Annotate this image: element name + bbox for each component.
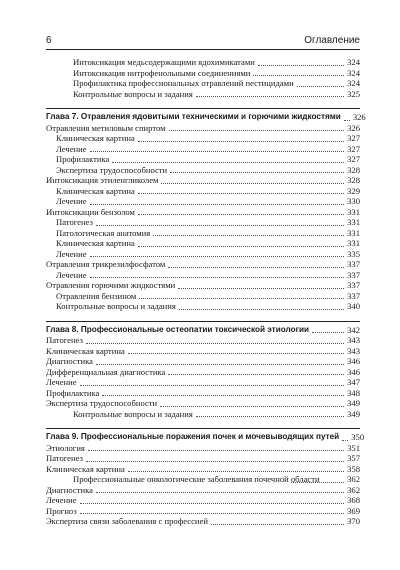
toc-entry[interactable] [46,346,360,357]
entry-title: Патогенез [56,217,93,227]
entry-title: Интоксикация медьсодержащими ядохимикатами [73,57,255,67]
leader-dots [80,513,344,514]
entry-page: 331 [347,206,360,217]
entry-title: Клиническая картина [56,185,135,196]
toc-entry[interactable] [46,57,360,68]
chapter-title: Глава 8. Профессиональные остеопатии токсической этиологии [46,324,310,334]
entry-page: 362 [347,484,360,495]
toc-entry[interactable] [46,377,360,388]
entry-title: Клиническая картина [46,463,125,474]
entry-page: 368 [347,495,360,505]
entry-title: Клиническая картина [56,133,135,143]
leader-dots [90,151,345,152]
toc-entry[interactable] [46,196,360,207]
leader-dots [88,450,344,451]
entry-title: Профилактика [46,387,100,398]
toc-entry[interactable] [46,335,360,346]
leader-dots [153,235,344,236]
entry-page: 328 [347,164,360,175]
entry-page: 327 [347,133,360,143]
leader-dots [138,193,344,194]
entry-page: 331 [347,238,360,248]
leader-dots [253,75,344,76]
toc-entry[interactable] [46,409,360,420]
toc-entry[interactable] [46,165,360,176]
toc-entry[interactable] [46,175,360,186]
entry-page: 328 [347,175,360,185]
leader-dots [169,130,345,131]
entry-page: 346 [347,366,360,377]
page-number: 6 [46,35,52,46]
entry-title: Контрольные вопросы и задания [73,408,193,419]
entry-page: 337 [347,259,360,269]
entry-page: 324 [347,67,360,78]
entry-title: Экспертиза трудоспособности [56,164,168,175]
leader-dots [168,374,344,375]
entry-page: 337 [347,280,360,290]
leader-dots [168,267,344,268]
leader-dots [112,162,344,163]
toc-entry[interactable] [46,217,360,228]
entry-page: 346 [347,356,360,366]
leader-dots [170,172,344,173]
entry-title: Профилактика профессиональных отравлений пестицидами [73,78,294,88]
toc-entry[interactable] [46,474,360,485]
toc-entry[interactable] [46,78,360,89]
entry-page: 326 [347,122,360,133]
entry-title: Этиология [46,442,85,453]
entry-page: 337 [347,269,360,280]
toc-entry[interactable] [46,388,360,399]
toc-entry[interactable] [46,238,360,249]
leader-dots [342,440,348,441]
leader-dots [90,204,345,205]
entry-title: Патогенез [46,335,83,345]
entry-page: 349 [347,408,360,419]
entry-page: 327 [347,154,360,164]
leader-dots [179,309,344,310]
toc-section [46,428,365,527]
toc-section [46,57,360,99]
entry-page: 357 [347,453,360,463]
leader-dots [291,482,344,483]
leader-dots [138,214,344,215]
entry-page: 343 [347,335,360,345]
entry-page: 348 [347,387,360,398]
entry-page: 351 [347,442,360,453]
entry-title: Клиническая картина [46,345,125,356]
entry-title: Прогноз [46,505,77,516]
entry-title: Диагностика [46,484,93,495]
toc-entry[interactable] [46,443,360,454]
toc-entry[interactable] [46,259,360,270]
toc-entry[interactable] [46,228,360,239]
entry-page: 327 [347,143,360,154]
entry-title: Лечение [56,143,87,154]
entry-page: 329 [347,185,360,196]
entry-page: 324 [347,57,360,67]
running-title: Оглавление [304,35,360,46]
header-rule [46,49,360,50]
entry-title: Дифференциальная диагностика [46,366,166,377]
entry-title: Лечение [46,377,77,387]
entry-page: 369 [347,505,360,516]
toc-entry[interactable] [46,398,360,409]
entry-title: Экспертиза трудоспособности [46,398,158,408]
entry-title: Профилактика [56,154,110,164]
entry-page: 340 [347,301,360,311]
toc-entry[interactable] [46,186,360,197]
leader-dots [160,406,344,407]
toc-entry[interactable] [46,123,360,134]
leader-dots [80,385,345,386]
entry-title: Патологическая анатомия [56,227,151,238]
entry-title: Интоксикации бензолом [46,206,135,217]
entry-title: Отравления горючими жидкостями [46,280,176,290]
leader-dots [138,141,344,142]
entry-page: 347 [347,377,360,387]
leader-dots [139,298,344,299]
entry-title: Клиническая картина [56,238,135,248]
toc-entry[interactable] [46,516,360,527]
leader-dots [178,288,344,289]
entry-title: Лечение [56,269,87,280]
toc-entry[interactable] [46,464,360,475]
toc-entry[interactable] [46,207,360,218]
leader-dots [86,343,344,344]
entry-title: Отравления трикрезилфосфатом [46,259,166,269]
entry-page: 325 [347,88,360,99]
toc-entry[interactable] [46,89,360,100]
entry-title: Контрольные вопросы и задания [73,88,193,99]
table-of-contents [46,57,366,527]
toc-entry[interactable] [46,154,360,165]
leader-dots [258,65,344,66]
entry-title: Диагностика [46,356,93,366]
chapter-title: Глава 7. Отравления ядовитыми техническими и горючими жидкостями [46,112,341,121]
entry-page: 335 [347,248,360,259]
leader-dots [128,471,344,472]
leader-dots [344,120,350,121]
running-header [46,35,360,51]
entry-title: Лечение [46,495,77,505]
entry-title: Лечение [56,248,87,259]
chapter-page: 342 [347,324,360,335]
toc-entry[interactable] [46,133,360,144]
chapter-page: 326 [352,112,366,122]
entry-page: 358 [347,463,360,474]
entry-title: Отравления метиловым спиртом [46,122,166,133]
leader-dots [196,96,344,97]
leader-dots [138,246,344,247]
leader-dots [161,183,344,184]
leader-dots [86,461,344,462]
leader-dots [102,395,344,396]
leader-dots [96,364,344,365]
leader-dots [90,277,345,278]
toc-entry[interactable] [46,453,360,464]
toc-section [46,321,360,420]
entry-page: 331 [347,227,360,238]
chapter-page: 350 [351,432,365,442]
entry-page: 349 [347,398,360,408]
toc-entry[interactable] [46,270,360,281]
chapter-heading[interactable] [46,325,360,336]
toc-entry[interactable] [46,367,360,378]
toc-entry[interactable] [46,506,360,517]
chapter-heading[interactable] [46,112,366,123]
toc-entry[interactable] [46,249,360,260]
entry-page: 362 [347,474,360,484]
entry-title: Экспертиза связи заболевания с профессией [46,516,208,526]
toc-entry[interactable] [46,68,360,79]
leader-dots [196,416,344,417]
entry-page: 343 [347,345,360,356]
entry-title: Профессиональные онкологические заболевания почечной области [73,474,320,484]
leader-dots [96,225,344,226]
leader-dots [90,256,345,257]
leader-dots [297,86,344,87]
entry-title: Лечение [56,196,87,206]
leader-dots [312,332,344,333]
chapter-title: Глава 9. Профессиональные поражения почек и мочевыводящих путей [46,432,340,441]
entry-title: Контрольные вопросы и задания [56,301,176,311]
entry-page: 331 [347,217,360,227]
entry-page: 324 [347,78,360,88]
entry-title: Интоксикация нитрофенольными соединениями [73,67,251,78]
toc-entry[interactable] [46,291,360,302]
toc-entry[interactable] [46,144,360,155]
toc-section [46,108,366,312]
chapter-heading[interactable] [46,432,365,443]
leader-dots [80,503,345,504]
entry-title: Патогенез [46,453,83,463]
toc-entry[interactable] [46,301,360,312]
entry-page: 337 [347,290,360,301]
leader-dots [128,353,344,354]
toc-entry[interactable] [46,485,360,496]
toc-entry[interactable] [46,356,360,367]
leader-dots [211,524,344,525]
entry-page: 330 [347,196,360,206]
leader-dots [96,492,344,493]
entry-page: 370 [347,516,360,526]
toc-entry[interactable] [46,495,360,506]
entry-title: Интоксикация этиленгликолем [46,175,159,185]
entry-title: Отравления бензином [56,290,137,301]
toc-entry[interactable] [46,280,360,291]
